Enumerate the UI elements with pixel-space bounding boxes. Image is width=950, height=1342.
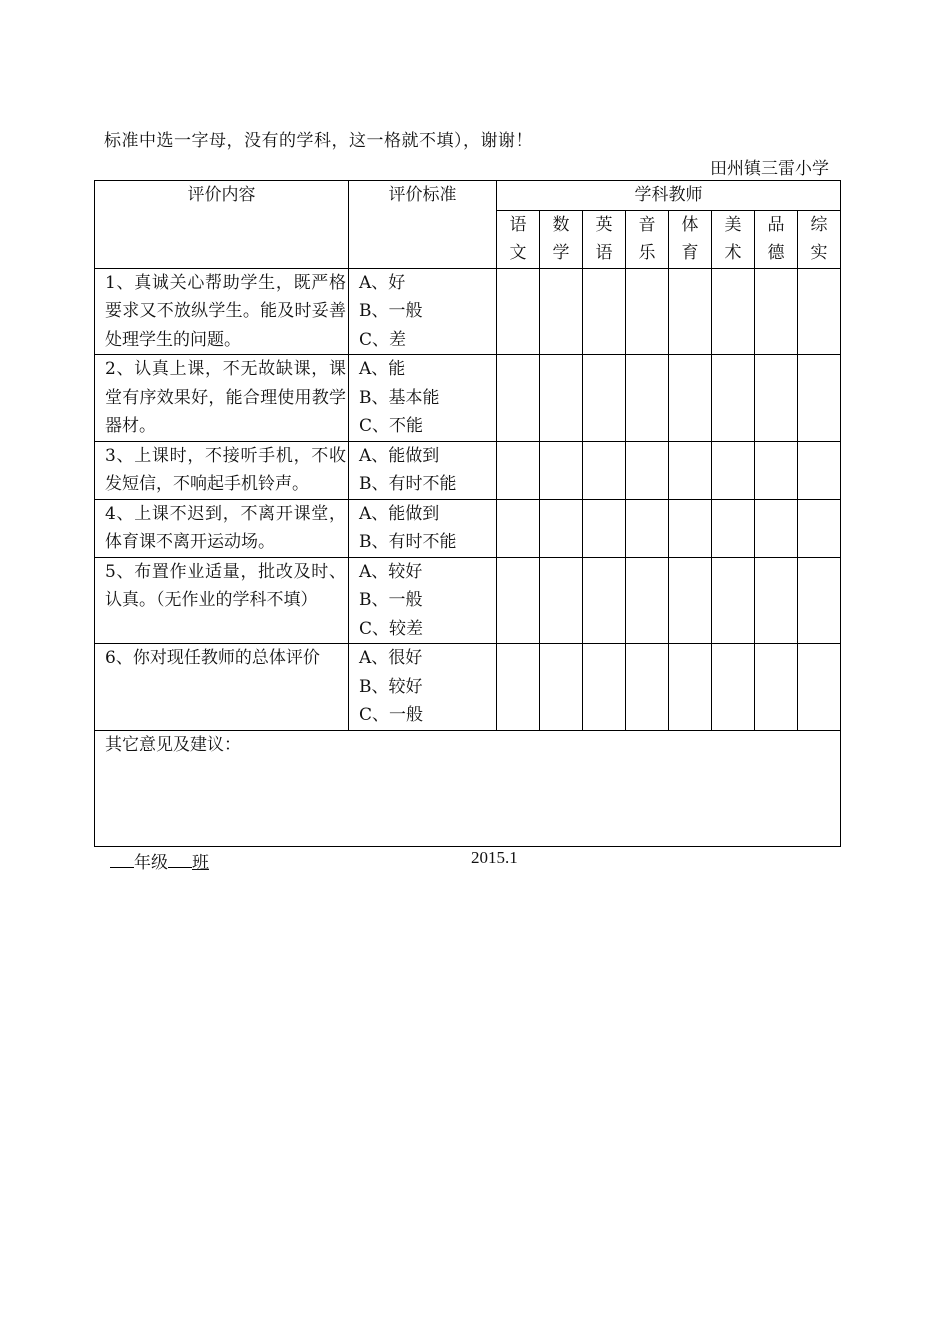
evaluation-item: 4、上课不迟到，不离开课堂，体育课不离开运动场。 [95,499,349,557]
subject-header-top: 语 [509,214,527,235]
evaluation-item: 3、上课时，不接听手机，不收发短信，不响起手机铃声。 [95,441,349,499]
option-text: B、一般 [359,590,423,610]
evaluation-item: 5、布置作业适量，批改及时、认真。（无作业的学科不填） [95,557,349,644]
rating-cell[interactable] [798,557,841,644]
rating-cell[interactable] [583,557,626,644]
option-text: B、基本能 [359,387,440,408]
subject-header-top: 品 [767,214,785,235]
subject-header-bottom: 学 [552,243,570,263]
subject-header-top: 美 [724,214,742,235]
rating-cell[interactable] [712,499,755,557]
evaluation-item: 1、真诚关心帮助学生，既严格要求又不放纵学生。能及时妥善处理学生的问题。 [95,268,349,355]
notes-label: 其它意见及建议： [105,734,241,755]
subject-header-bottom: 术 [724,243,742,263]
rating-cell[interactable] [583,441,626,499]
header-content: 评价内容 [95,181,349,269]
evaluation-row [95,499,841,557]
rating-cell[interactable] [712,268,755,355]
option-text: B、有时不能 [359,474,457,494]
option-text: B、较好 [359,676,423,697]
option-text: C、不能 [359,416,424,436]
rating-cell[interactable] [583,268,626,355]
evaluation-row [95,268,841,355]
rating-cell[interactable] [669,268,712,355]
rating-cell[interactable] [755,644,798,731]
rating-cell[interactable] [583,644,626,731]
evaluation-item: 6、你对现任教师的总体评价 [95,644,349,731]
rating-cell[interactable] [497,557,540,644]
notes-field[interactable] [95,730,841,846]
rating-cell[interactable] [497,441,540,499]
rating-cell[interactable] [540,355,583,442]
subject-header-top: 音 [638,214,656,235]
subject-header-top: 体 [681,214,699,235]
header-subjects-group: 学科教师 [497,181,841,211]
subject-header-top: 综 [810,214,828,235]
rating-cell[interactable] [712,355,755,442]
evaluation-options [349,441,497,499]
evaluation-options [349,355,497,442]
subject-header [669,210,712,268]
rating-cell[interactable] [497,355,540,442]
rating-cell[interactable] [540,644,583,731]
subject-header-bottom: 育 [681,243,699,263]
evaluation-options [349,644,497,731]
header-row [95,181,841,211]
rating-cell[interactable] [583,499,626,557]
rating-cell[interactable] [626,644,669,731]
subject-header [755,210,798,268]
option-text: B、一般 [359,301,423,321]
rating-cell[interactable] [755,499,798,557]
subject-header-bottom: 乐 [638,243,656,263]
evaluation-row [95,644,841,731]
subject-header [540,210,583,268]
rating-cell[interactable] [798,644,841,731]
rating-cell[interactable] [497,499,540,557]
evaluation-options [349,499,497,557]
rating-cell[interactable] [626,499,669,557]
date-text: 2015.1 [471,848,518,867]
class-label: 班 [192,853,209,873]
subject-header [583,210,626,268]
option-text: A、较好 [359,561,423,582]
rating-cell[interactable] [497,644,540,731]
rating-cell[interactable] [798,499,841,557]
notes-row [95,730,841,846]
rating-cell[interactable] [626,268,669,355]
subject-header-bottom: 实 [810,243,828,263]
rating-cell[interactable] [540,557,583,644]
grade-blank[interactable] [110,852,134,868]
subject-header [626,210,669,268]
subject-header-top: 数 [552,214,570,235]
subject-header-bottom: 文 [509,243,527,263]
rating-cell[interactable] [712,441,755,499]
rating-cell[interactable] [669,355,712,442]
intro-text: 标准中选一字母，没有的学科，这一格就不填），谢谢！ [104,131,533,151]
subject-header-bottom: 语 [595,243,613,263]
option-text: B、有时不能 [359,532,457,552]
rating-cell[interactable] [626,441,669,499]
subject-header-bottom: 德 [767,243,785,263]
rating-cell[interactable] [540,441,583,499]
rating-cell[interactable] [669,557,712,644]
rating-cell[interactable] [755,268,798,355]
evaluation-row [95,557,841,644]
option-text: A、能做到 [359,503,440,524]
grade-label: 年级 [134,853,168,873]
option-text: C、差 [359,329,407,350]
rating-cell[interactable] [540,268,583,355]
subject-header-top: 英 [595,214,613,235]
rating-cell[interactable] [798,268,841,355]
rating-cell[interactable] [669,441,712,499]
evaluation-table [94,180,841,847]
rating-cell[interactable] [755,355,798,442]
option-text: A、能 [359,359,406,379]
rating-cell[interactable] [626,557,669,644]
subject-header [712,210,755,268]
rating-cell[interactable] [626,355,669,442]
evaluation-row [95,355,841,442]
option-text: C、较差 [359,618,424,639]
option-text: C、一般 [359,705,424,725]
rating-cell[interactable] [798,441,841,499]
evaluation-options [349,557,497,644]
rating-cell[interactable] [712,557,755,644]
header-standard: 评价标准 [349,181,497,269]
option-text: A、能做到 [359,445,440,466]
rating-cell[interactable] [583,355,626,442]
option-text: A、很好 [359,648,423,668]
rating-cell[interactable] [755,557,798,644]
rating-cell[interactable] [540,499,583,557]
subject-header [798,210,841,268]
grade-class-line [110,848,209,873]
rating-cell[interactable] [798,355,841,442]
rating-cell[interactable] [669,499,712,557]
evaluation-item: 2、认真上课，不无故缺课，课堂有序效果好，能合理使用教学器材。 [95,355,349,442]
class-blank[interactable] [168,852,192,868]
rating-cell[interactable] [755,441,798,499]
school-name: 田州镇三雷小学 [710,159,829,179]
rating-cell[interactable] [497,268,540,355]
option-text: A、好 [359,272,406,293]
evaluation-options [349,268,497,355]
subject-header [497,210,540,268]
rating-cell[interactable] [712,644,755,731]
rating-cell[interactable] [669,644,712,731]
evaluation-row [95,441,841,499]
